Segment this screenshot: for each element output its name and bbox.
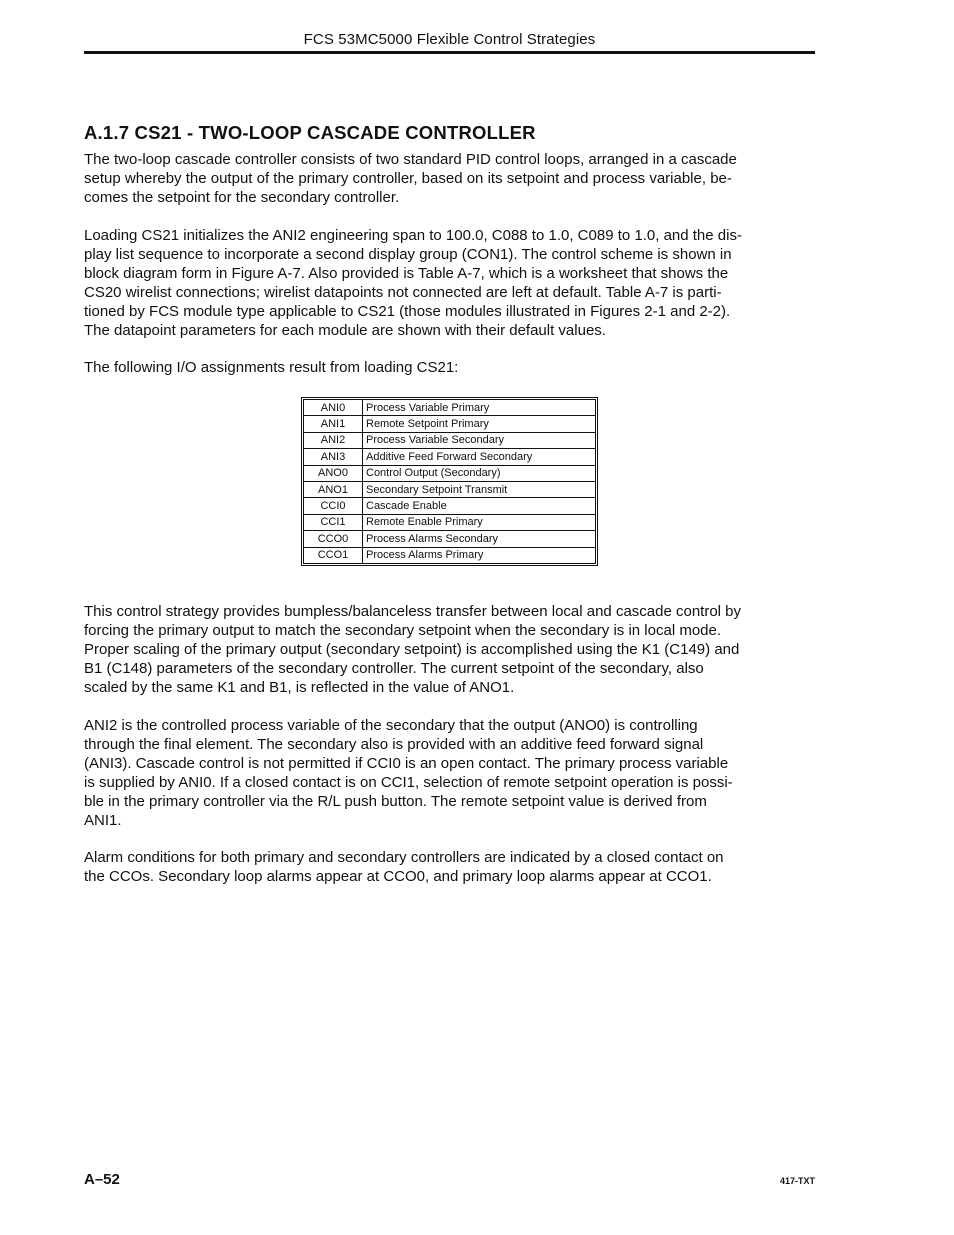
io-description-cell: Process Alarms Secondary xyxy=(363,531,596,547)
io-signal-cell: ANO0 xyxy=(304,465,363,481)
section-title: A.1.7 CS21 - TWO-LOOP CASCADE CONTROLLER xyxy=(84,122,536,143)
text-line: This control strategy provides bumpless/balanceless transfer between local and cascade control by xyxy=(84,603,742,620)
page-number: A–52 xyxy=(84,1171,120,1188)
text-line: scaled by the same K1 and B1, is reflected in the value of ANO1. xyxy=(84,679,515,696)
io-assignment-table xyxy=(301,397,598,566)
paragraph-process-variables xyxy=(84,716,815,830)
text-line: comes the setpoint for the secondary controller. xyxy=(84,189,400,206)
io-signal-cell: CCO0 xyxy=(304,531,363,547)
text-line: Proper scaling of the primary output (secondary setpoint) is accomplished using the K1 (C149) and xyxy=(84,641,740,658)
io-table-grid xyxy=(303,399,596,564)
paragraph-loading xyxy=(84,226,815,340)
io-description-cell: Secondary Setpoint Transmit xyxy=(363,481,596,497)
table-row xyxy=(304,514,596,530)
table-row xyxy=(304,481,596,497)
paragraph-alarms xyxy=(84,848,815,886)
document-code: 417-TXT xyxy=(779,1176,815,1186)
table-row xyxy=(304,465,596,481)
paragraph-transfer xyxy=(84,602,815,697)
text-line: forcing the primary output to match the secondary setpoint when the secondary is in local mode. xyxy=(84,622,722,639)
io-signal-cell: ANI0 xyxy=(304,400,363,416)
text-line: B1 (C148) parameters of the secondary controller. The current setpoint of the secondary, also xyxy=(84,660,704,677)
text-line: The following I/O assignments result from loading CS21: xyxy=(84,359,459,376)
io-signal-cell: ANI2 xyxy=(304,432,363,448)
io-description-cell: Process Alarms Primary xyxy=(363,547,596,563)
io-signal-cell: ANI3 xyxy=(304,449,363,465)
io-description-cell: Additive Feed Forward Secondary xyxy=(363,449,596,465)
text-line: setup whereby the output of the primary controller, based on its setpoint and process variable, be- xyxy=(84,170,732,187)
text-line: through the final element. The secondary also is provided with an additive feed forward signal xyxy=(84,736,704,753)
io-description-cell: Cascade Enable xyxy=(363,498,596,514)
text-line: tioned by FCS module type applicable to CS21 (those modules illustrated in Figures 2-1 and 2-2). xyxy=(84,303,731,320)
paragraph-intro xyxy=(84,150,815,207)
table-row xyxy=(304,432,596,448)
io-description-cell: Control Output (Secondary) xyxy=(363,465,596,481)
table-row xyxy=(304,498,596,514)
text-line: play list sequence to incorporate a second display group (CON1). The control scheme is shown in xyxy=(84,246,732,263)
io-signal-cell: ANO1 xyxy=(304,481,363,497)
text-line: (ANI3). Cascade control is not permitted if CCI0 is an open contact. The primary process variable xyxy=(84,755,729,772)
text-line: ANI2 is the controlled process variable of the secondary that the output (ANO0) is controlling xyxy=(84,717,698,734)
table-row xyxy=(304,416,596,432)
io-description-cell: Process Variable Secondary xyxy=(363,432,596,448)
text-line: Alarm conditions for both primary and secondary controllers are indicated by a closed contact on xyxy=(84,849,724,866)
table-row xyxy=(304,531,596,547)
io-description-cell: Remote Setpoint Primary xyxy=(363,416,596,432)
text-line: ANI1. xyxy=(84,812,122,829)
text-line: block diagram form in Figure A-7. Also provided is Table A-7, which is a worksheet that shows the xyxy=(84,265,729,282)
text-line: The datapoint parameters for each module are shown with their default values. xyxy=(84,322,606,339)
table-row xyxy=(304,400,596,416)
io-description-cell: Remote Enable Primary xyxy=(363,514,596,530)
table-row xyxy=(304,547,596,563)
io-signal-cell: CCO1 xyxy=(304,547,363,563)
text-line: is supplied by ANI0. If a closed contact is on CCI1, selection of remote setpoint operation is possi- xyxy=(84,774,733,791)
io-signal-cell: CCI1 xyxy=(304,514,363,530)
io-description-cell: Process Variable Primary xyxy=(363,400,596,416)
text-line: the CCOs. Secondary loop alarms appear at CCO0, and primary loop alarms appear at CCO1. xyxy=(84,868,712,885)
text-line: CS20 wirelist connections; wirelist datapoints not connected are left at default. Table A-7 is parti- xyxy=(84,284,722,301)
text-line: ble in the primary controller via the R/L push button. The remote setpoint value is derived from xyxy=(84,793,707,810)
text-line: The two-loop cascade controller consists of two standard PID control loops, arranged in a cascade xyxy=(84,151,737,168)
paragraph-io-intro xyxy=(84,358,815,377)
table-row xyxy=(304,449,596,465)
running-header: FCS 53MC5000 Flexible Control Strategies xyxy=(303,31,596,48)
header-rule xyxy=(84,51,815,54)
io-signal-cell: ANI1 xyxy=(304,416,363,432)
io-signal-cell: CCI0 xyxy=(304,498,363,514)
text-line: Loading CS21 initializes the ANI2 engineering span to 100.0, C088 to 1.0, C089 to 1.0, and the dis- xyxy=(84,227,742,244)
